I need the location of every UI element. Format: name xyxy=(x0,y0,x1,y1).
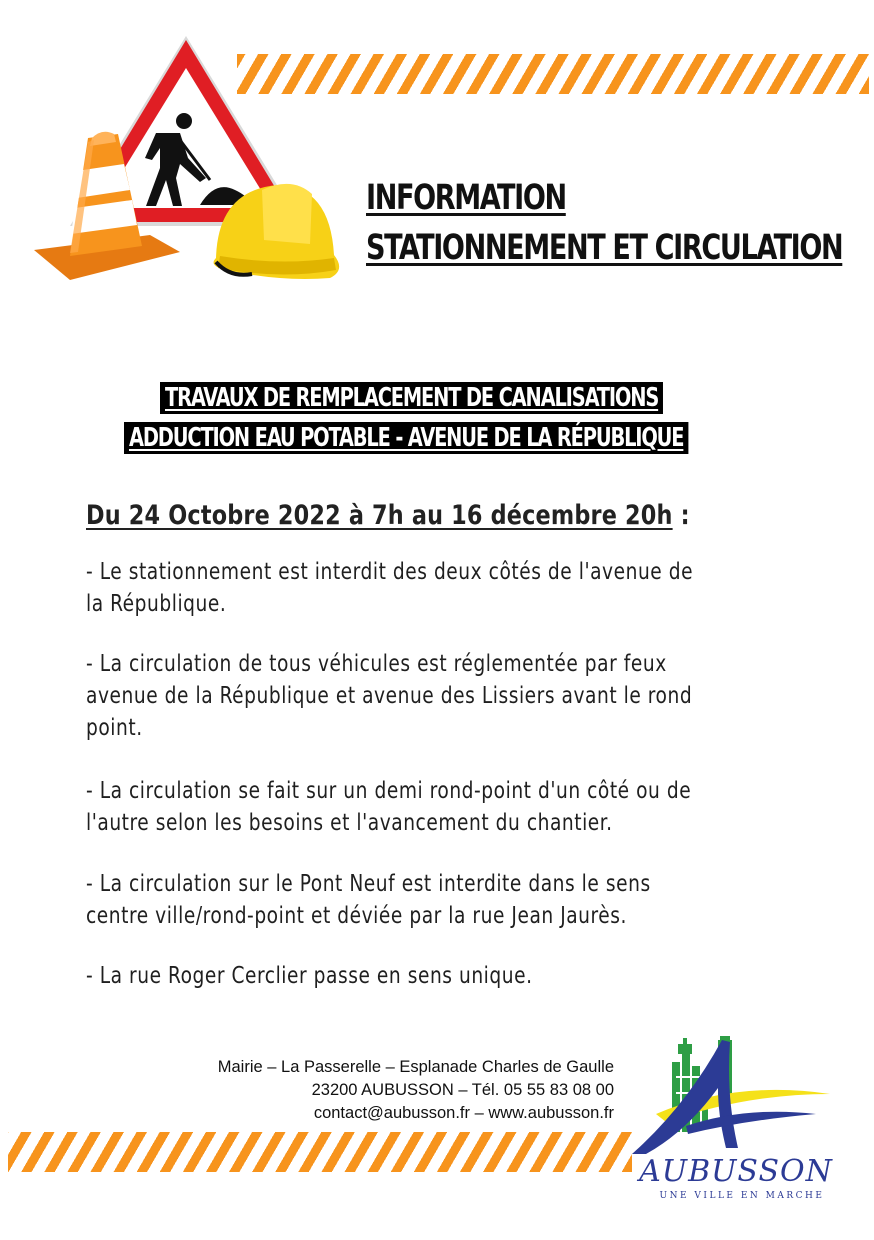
notice-line: point. xyxy=(86,715,143,741)
notice-line: - La circulation sur le Pont Neuf est interdite dans le sens xyxy=(86,871,651,897)
notice-item-roundabout xyxy=(86,775,770,839)
works-banner-line1: TRAVAUX DE REMPLACEMENT DE CANALISATIONS xyxy=(160,382,663,414)
notice-line: - Le stationnement est interdit des deux côtés de l'avenue de xyxy=(86,559,694,585)
roadworks-illustration xyxy=(30,30,350,292)
notice-item-traffic-lights xyxy=(86,648,770,744)
period-suffix: : xyxy=(672,500,690,531)
notice-item-parking xyxy=(86,556,770,620)
contact-email-web-line: contact@aubusson.fr – www.aubusson.fr xyxy=(313,1104,614,1122)
works-banner-line2: ADDUCTION EAU POTABLE - AVENUE DE LA RÉPUBLIQUE xyxy=(124,422,688,454)
notice-line: l'autre selon les besoins et l'avancement du chantier. xyxy=(86,810,613,836)
contact-city-phone-line: 23200 AUBUSSON – Tél. 05 55 83 08 00 xyxy=(311,1081,614,1099)
notice-item-pont-neuf xyxy=(86,868,770,932)
notice-line: - La rue Roger Cerclier passe en sens unique. xyxy=(86,963,533,989)
period-dates-text: Du 24 Octobre 2022 à 7h au 16 décembre 20h xyxy=(86,500,673,531)
aubusson-logo-name: AUBUSSON xyxy=(639,1154,833,1189)
period-dates xyxy=(86,500,690,531)
notice-item-one-way xyxy=(86,960,770,992)
aubusson-logo-emblem xyxy=(632,1036,830,1154)
contact-address-line: Mairie – La Passerelle – Esplanade Charles de Gaulle xyxy=(217,1058,614,1076)
page-title-line2: STATIONNEMENT ET CIRCULATION xyxy=(366,228,843,268)
notice-line: la République. xyxy=(86,591,227,617)
hazard-stripes-bottom xyxy=(8,1132,632,1172)
aubusson-logo-tagline: UNE VILLE EN MARCHE xyxy=(659,1191,825,1201)
page-title-line1: INFORMATION xyxy=(366,178,566,218)
town-hall-contact xyxy=(218,1056,614,1125)
notice-line: - La circulation de tous véhicules est réglementée par feux xyxy=(86,651,667,677)
notice-line: - La circulation se fait sur un demi rond-point d'un côté ou de xyxy=(86,778,692,804)
notice-line: avenue de la République et avenue des Lissiers avant le rond xyxy=(86,683,693,709)
aubusson-logo xyxy=(626,1036,846,1206)
notice-line: centre ville/rond-point et déviée par la rue Jean Jaurès. xyxy=(86,903,627,929)
